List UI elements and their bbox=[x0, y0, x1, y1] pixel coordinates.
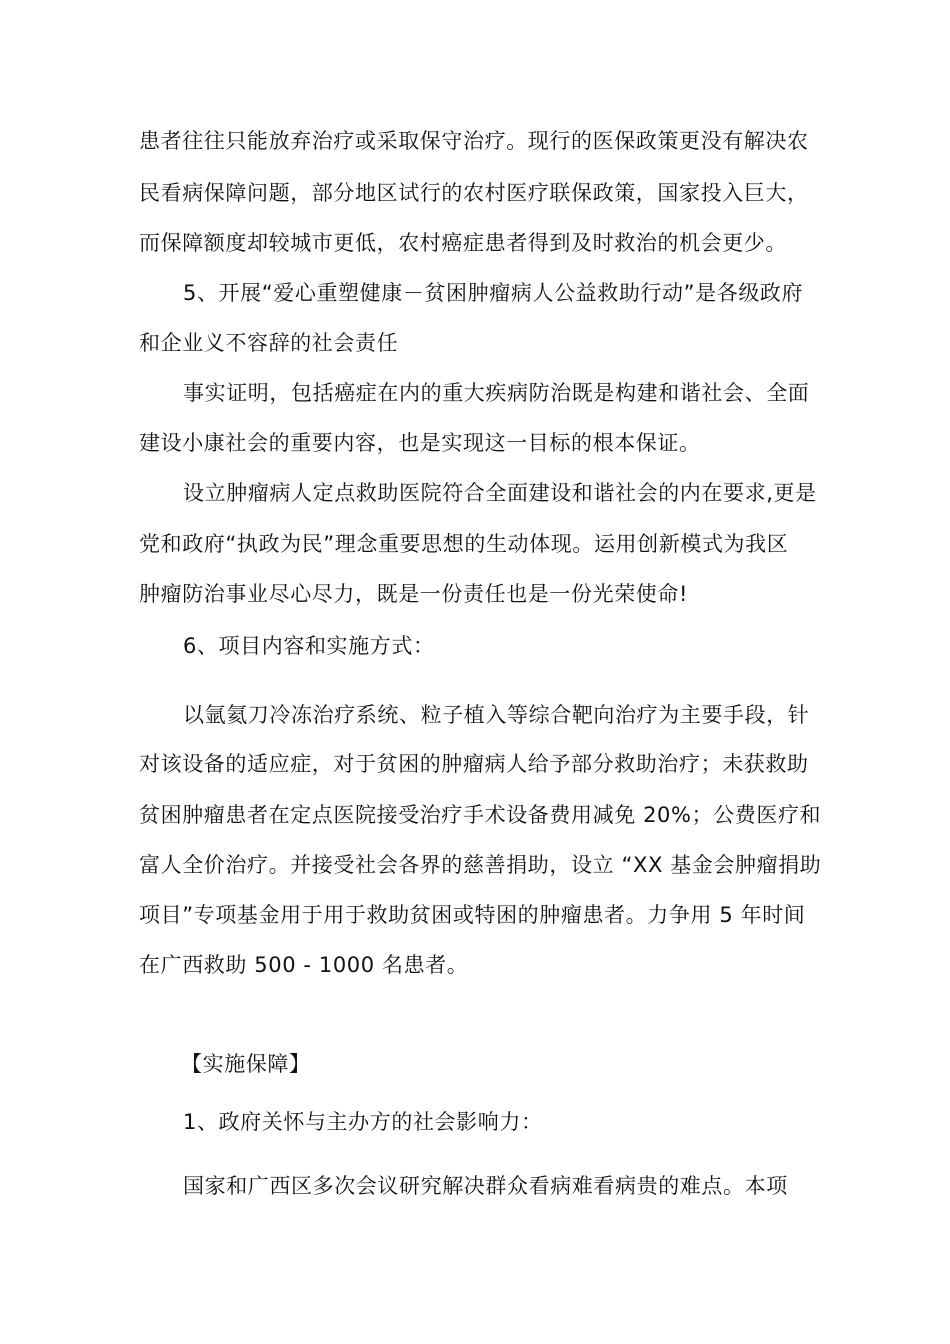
body-text-line: 在广西救助 500 - 1000 名患者。 bbox=[139, 953, 469, 977]
body-text-line: 建设小康社会的重要内容，也是实现这一目标的根本保证。 bbox=[139, 431, 701, 455]
section-title-implementation: 【实施保障】 bbox=[181, 1052, 311, 1076]
section-heading-5-continued: 和企业义不容辞的社会责任 bbox=[139, 331, 399, 355]
body-text-line: 贫困肿瘤患者在定点医院接受治疗手术设备费用减免 20%；公费医疗和 bbox=[139, 803, 822, 827]
body-text-line: 以氩氦刀冷冻治疗系统、粒子植入等综合靶向治疗为主要手段，针 bbox=[183, 703, 810, 727]
body-text-line: 而保障额度却较城市更低，农村癌症患者得到及时救治的机会更少。 bbox=[139, 231, 787, 255]
section-heading-5: 5、开展“爱心重塑健康－贫困肿瘤病人公益救助行动”是各级政府 bbox=[183, 281, 804, 305]
body-text-line: 事实证明，包括癌症在内的重大疾病防治既是构建和谐社会、全面 bbox=[183, 381, 810, 405]
body-text-line: 国家和广西区多次会议研究解决群众看病难看病贵的难点。本项 bbox=[183, 1174, 788, 1198]
subsection-heading-1: 1、政府关怀与主办方的社会影响力： bbox=[183, 1110, 543, 1134]
body-text-line: 患者往往只能放弃治疗或采取保守治疗。现行的医保政策更没有解决农 bbox=[139, 129, 809, 153]
body-text-line: 设立肿瘤病人定点救助医院符合全面建设和谐社会的内在要求,更是 bbox=[183, 481, 817, 505]
body-text-line: 富人全价治疗。并接受社会各界的慈善捐助，设立 “XX 基金会肿瘤捐助 bbox=[139, 853, 822, 877]
body-text-line: 对该设备的适应症，对于贫困的肿瘤病人给予部分救助治疗；未获救助 bbox=[139, 752, 809, 776]
body-text-line: 党和政府“执政为民”理念重要思想的生动体现。运用创新模式为我区 bbox=[139, 532, 789, 556]
body-text-line: 肿瘤防治事业尽心尽力，既是一份责任也是一份光荣使命! bbox=[139, 582, 689, 606]
body-text-line: 项目”专项基金用于用于救助贫困或特困的肿瘤患者。力争用 5 年时间 bbox=[139, 903, 806, 927]
body-text-line: 民看病保障问题，部分地区试行的农村医疗联保政策，国家投入巨大， bbox=[139, 181, 809, 205]
section-heading-6: 6、项目内容和实施方式： bbox=[183, 634, 435, 658]
